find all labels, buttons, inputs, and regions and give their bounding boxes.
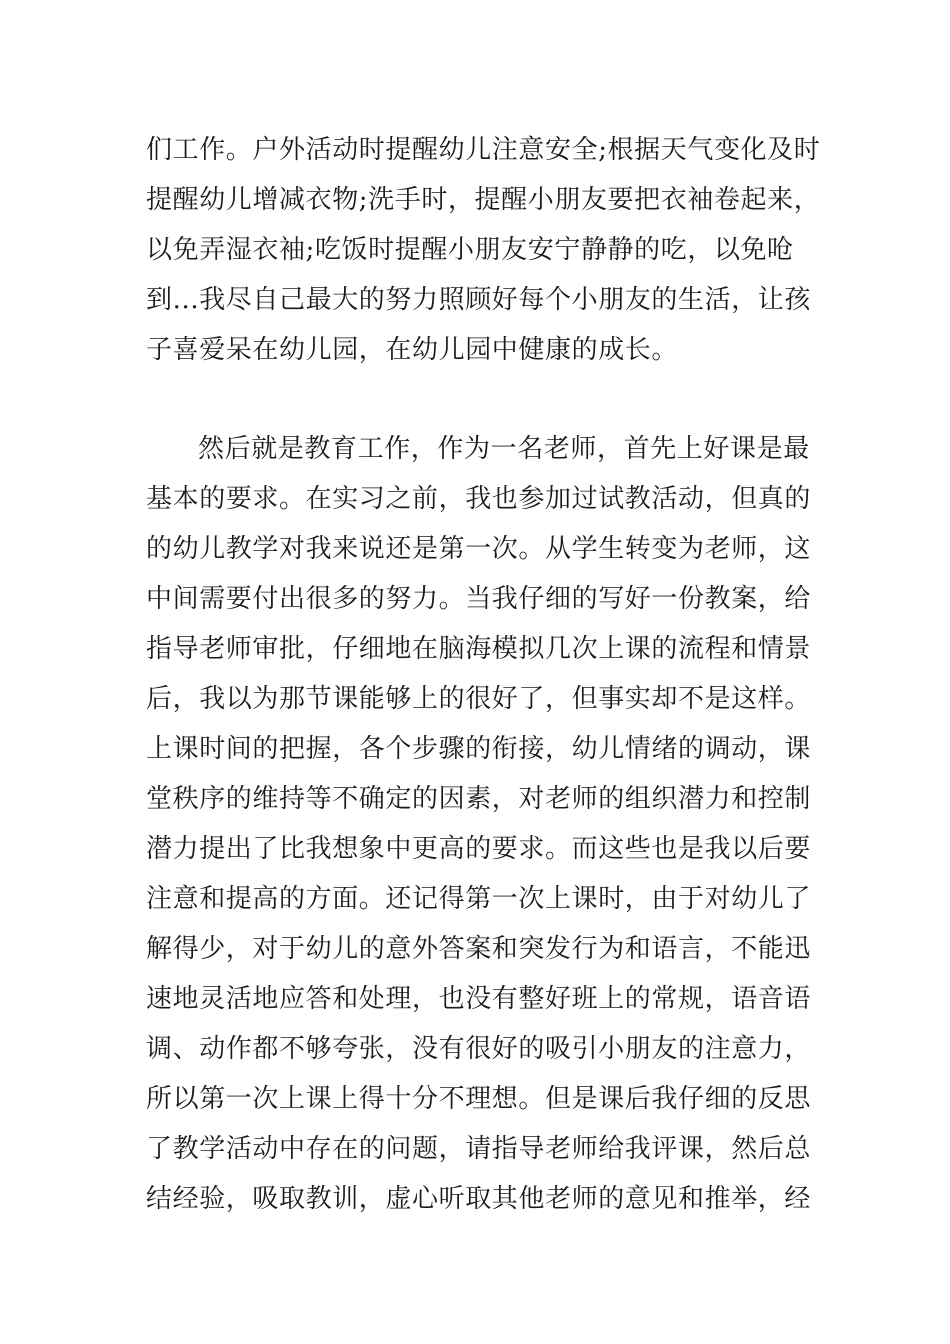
paragraph-2-line-13: 调、动作都不够夸张，没有很好的吸引小朋友的注意力，: [146, 1034, 812, 1064]
paragraph-2-line-11: 解得少，对于幼儿的意外答案和突发行为和语言，不能迅: [146, 934, 812, 964]
paragraph-1-line-3: 以免弄湿衣袖;吃饭时提醒小朋友安宁静静的吃，以免呛: [146, 235, 794, 265]
paragraph-1-line-4: 到...我尽自己最大的努力照顾好每个小朋友的生活，让孩: [146, 285, 811, 315]
paragraph-2-line-16: 结经验，吸取教训，虚心听取其他老师的意见和推举，经: [146, 1184, 812, 1214]
paragraph-2-line-4: 中间需要付出很多的努力。当我仔细的写好一份教案，给: [146, 584, 812, 614]
paragraph-2-line-8: 堂秩序的维持等不确定的因素，对老师的组织潜力和控制: [146, 784, 812, 814]
paragraph-2-line-12: 速地灵活地应答和处理，也没有整好班上的常规，语音语: [146, 984, 812, 1014]
paragraph-2-line-6: 后，我以为那节课能够上的很好了，但事实却不是这样。: [146, 684, 812, 714]
paragraph-2-line-3: 的幼儿教学对我来说还是第一次。从学生转变为老师，这: [146, 534, 812, 564]
paragraph-2-line-9: 潜力提出了比我想象中更高的要求。而这些也是我以后要: [146, 834, 812, 864]
paragraph-2-line-2: 基本的要求。在实习之前，我也参加过试教活动，但真的: [146, 484, 812, 514]
paragraph-2-line-14: 所以第一次上课上得十分不理想。但是课后我仔细的反思: [146, 1084, 812, 1114]
paragraph-2-line-10: 注意和提高的方面。还记得第一次上课时，由于对幼儿了: [146, 884, 812, 914]
paragraph-1-line-1: 们工作。户外活动时提醒幼儿注意安全;根据天气变化及时: [146, 135, 821, 165]
paragraph-2-line-1: 然后就是教育工作，作为一名老师，首先上好课是最: [198, 434, 810, 464]
paragraph-2-line-15: 了教学活动中存在的问题，请指导老师给我评课，然后总: [146, 1134, 812, 1164]
paragraph-1-line-2: 提醒幼儿增减衣物;洗手时，提醒小朋友要把衣袖卷起来，: [146, 185, 821, 215]
paragraph-1-line-5: 子喜爱呆在幼儿园，在幼儿园中健康的成长。: [146, 335, 679, 365]
paragraph-2-line-7: 上课时间的把握，各个步骤的衔接，幼儿情绪的调动，课: [146, 734, 812, 764]
paragraph-2-line-5: 指导老师审批，仔细地在脑海模拟几次上课的流程和情景: [146, 634, 812, 664]
